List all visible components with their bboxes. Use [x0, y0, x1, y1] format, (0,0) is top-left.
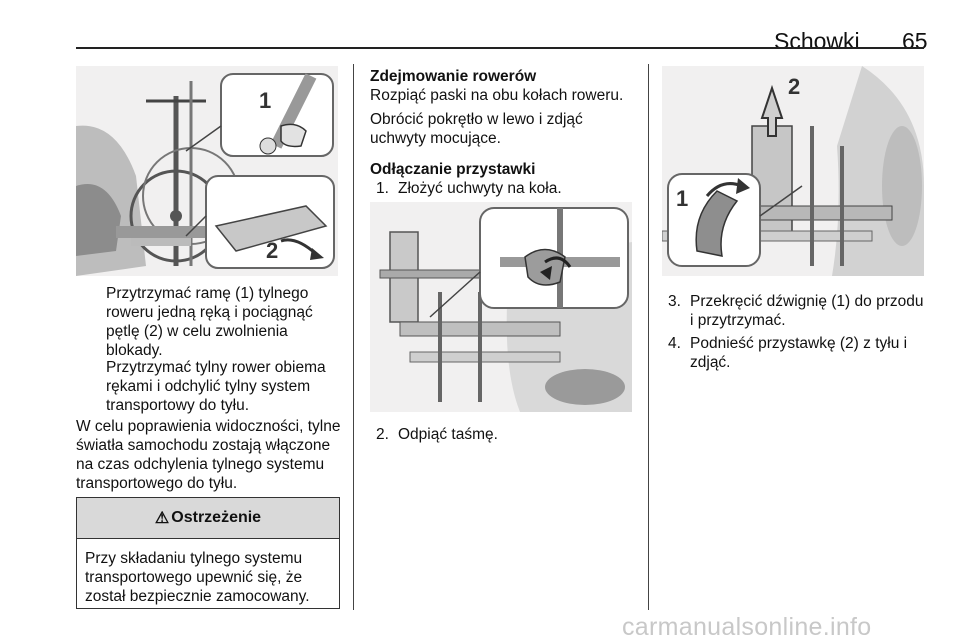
- callout-2: 2: [788, 74, 801, 99]
- callout-1: 1: [676, 186, 689, 211]
- step-1-text: Złożyć uchwyty na koła.: [398, 180, 562, 197]
- column-divider-right: [648, 64, 649, 610]
- bike-carrier-illustration: [76, 66, 338, 276]
- step-3-number: 3.: [668, 293, 681, 310]
- step-1: [376, 179, 636, 198]
- step-text-tilt-carrier: Przytrzymać tylny rower obiema rękami i odchylić tylny system transportowy do tyłu.: [106, 359, 326, 414]
- column-divider-left: [353, 64, 354, 610]
- step-text-hold-frame: Przytrzymać ramę (1) tylnego roweru jedną ręką i pociągnąć pętlę (2) w celu zwolnienia blokady.: [106, 285, 313, 359]
- warning-header: [77, 498, 339, 539]
- adapter-removal-illustration: [662, 66, 924, 276]
- step-3: [668, 292, 928, 330]
- header-rule: [76, 47, 924, 49]
- callout-2: 2: [266, 238, 279, 263]
- step-2: [376, 425, 636, 444]
- warning-box: [76, 497, 340, 609]
- section-heading-detach-adapter: Odłączanie przystawki: [370, 161, 536, 178]
- page-title: Schowki: [774, 28, 860, 54]
- para-turn-knob: Obrócić pokrętło w lewo i zdjąć uchwyty mocujące.: [370, 111, 583, 147]
- warning-text: Przy składaniu tylnego systemu transportowego upewnić się, że został bezpiecznie zamocowany.: [85, 550, 310, 605]
- callout-1: 1: [259, 88, 272, 113]
- warning-title: Ostrzeżenie: [171, 509, 262, 526]
- step-3-text: Przekręcić dźwignię (1) do przodu i przytrzymać.: [690, 293, 924, 329]
- visibility-note: W celu poprawienia widoczności, tylne światła samochodu zostają włączone na czas odchylenia tylnego systemu transportowego do tyłu.: [76, 418, 341, 492]
- watermark: carmanualsonline.info: [622, 613, 872, 641]
- step-2-text: Odpiąć taśmę.: [398, 426, 498, 443]
- step-4-text: Podnieść przystawkę (2) z tyłu i zdjąć.: [690, 335, 908, 371]
- warning-triangle-icon: ⚠: [154, 510, 170, 527]
- page-number: 65: [902, 28, 928, 54]
- step-2-number: 2.: [376, 426, 389, 443]
- step-4: [668, 334, 924, 372]
- step-1-number: 1.: [376, 180, 389, 197]
- wheel-holder-illustration: [370, 202, 632, 412]
- section-heading-remove-bikes: Zdejmowanie rowerów: [370, 68, 537, 85]
- para-unbuckle-straps: Rozpiąć paski na obu kołach roweru.: [370, 87, 624, 104]
- step-4-number: 4.: [668, 335, 681, 352]
